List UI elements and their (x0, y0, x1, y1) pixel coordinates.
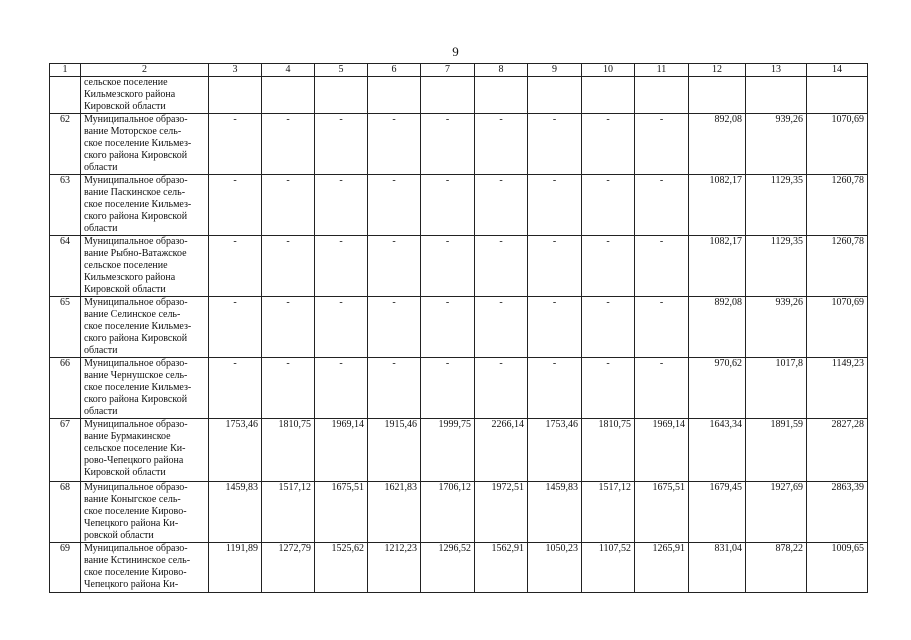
value-cell: 2827,28 (807, 419, 868, 482)
value-cell: - (528, 297, 582, 358)
value-cell: - (368, 175, 421, 236)
value-cell: - (209, 175, 262, 236)
value-cell: - (635, 114, 689, 175)
row-number: 63 (50, 175, 81, 236)
value-cell: - (315, 114, 368, 175)
value-cell (635, 77, 689, 114)
value-cell: - (262, 114, 315, 175)
value-cell: 1459,83 (209, 482, 262, 543)
value-cell: 1082,17 (689, 236, 746, 297)
row-number: 68 (50, 482, 81, 543)
table-row (50, 236, 868, 297)
value-cell: 939,26 (746, 297, 807, 358)
value-cell: - (582, 297, 635, 358)
value-cell: - (209, 114, 262, 175)
table-row (50, 482, 868, 543)
municipality-name: Муниципальное образо- вание Кстининское сель- ское поселение Кирово- Чепецкого района Ки- (81, 543, 209, 593)
value-cell: 1972,51 (475, 482, 528, 543)
value-cell: 1272,79 (262, 543, 315, 593)
column-header: 4 (262, 64, 315, 77)
value-cell: - (635, 358, 689, 419)
value-cell: 1107,52 (582, 543, 635, 593)
value-cell: 1296,52 (421, 543, 475, 593)
value-cell: - (262, 297, 315, 358)
value-cell: 1915,46 (368, 419, 421, 482)
value-cell: - (475, 236, 528, 297)
value-cell: - (528, 236, 582, 297)
value-cell: - (528, 114, 582, 175)
column-header: 13 (746, 64, 807, 77)
column-header: 14 (807, 64, 868, 77)
value-cell: 1621,83 (368, 482, 421, 543)
value-cell: - (262, 358, 315, 419)
value-cell: - (475, 175, 528, 236)
municipality-name: сельское поселение Кильмезского района Кировской области (81, 77, 209, 114)
table-row (50, 358, 868, 419)
row-number: 62 (50, 114, 81, 175)
value-cell: 1810,75 (582, 419, 635, 482)
table-row (50, 77, 868, 114)
value-cell: - (475, 297, 528, 358)
row-number: 69 (50, 543, 81, 593)
value-cell (209, 77, 262, 114)
value-cell: 1129,35 (746, 175, 807, 236)
value-cell: 1517,12 (582, 482, 635, 543)
table-row (50, 297, 868, 358)
value-cell: 1191,89 (209, 543, 262, 593)
value-cell (807, 77, 868, 114)
value-cell: 939,26 (746, 114, 807, 175)
value-cell: - (421, 175, 475, 236)
value-cell: 831,04 (689, 543, 746, 593)
value-cell: - (635, 175, 689, 236)
column-header: 12 (689, 64, 746, 77)
value-cell (368, 77, 421, 114)
value-cell: - (582, 175, 635, 236)
table-row (50, 419, 868, 482)
row-number: 65 (50, 297, 81, 358)
column-header: 2 (81, 64, 209, 77)
value-cell: 1562,91 (475, 543, 528, 593)
value-cell: 1999,75 (421, 419, 475, 482)
value-cell: 1969,14 (635, 419, 689, 482)
value-cell: - (315, 236, 368, 297)
table-header-row (50, 64, 868, 77)
value-cell: 1643,34 (689, 419, 746, 482)
value-cell: 1009,65 (807, 543, 868, 593)
value-cell: - (315, 358, 368, 419)
column-header: 7 (421, 64, 475, 77)
table-body (50, 77, 868, 593)
value-cell: 878,22 (746, 543, 807, 593)
value-cell (315, 77, 368, 114)
column-header: 3 (209, 64, 262, 77)
value-cell: 1969,14 (315, 419, 368, 482)
value-cell: - (421, 297, 475, 358)
value-cell: 892,08 (689, 114, 746, 175)
municipality-name: Муниципальное образо- вание Моторское сель- ское поселение Кильмез- ского района Кировской области (81, 114, 209, 175)
value-cell: - (209, 297, 262, 358)
value-cell: 1070,69 (807, 114, 868, 175)
value-cell (262, 77, 315, 114)
value-cell: 1265,91 (635, 543, 689, 593)
value-cell: 1891,59 (746, 419, 807, 482)
row-number (50, 77, 81, 114)
value-cell: - (475, 358, 528, 419)
value-cell: 1459,83 (528, 482, 582, 543)
value-cell: 1525,62 (315, 543, 368, 593)
data-table (49, 63, 868, 593)
value-cell: 1260,78 (807, 175, 868, 236)
value-cell: - (582, 358, 635, 419)
value-cell: 1050,23 (528, 543, 582, 593)
value-cell: - (209, 358, 262, 419)
value-cell: 1679,45 (689, 482, 746, 543)
value-cell: 1706,12 (421, 482, 475, 543)
column-header: 1 (50, 64, 81, 77)
value-cell: 1070,69 (807, 297, 868, 358)
municipality-name: Муниципальное образо- вание Бурмакинское сельское поселение Ки- рово-Чепецкого района Кировской области (81, 419, 209, 482)
value-cell: - (262, 175, 315, 236)
page-number: 9 (452, 44, 459, 59)
value-cell: - (582, 236, 635, 297)
value-cell: 1149,23 (807, 358, 868, 419)
value-cell: 1675,51 (315, 482, 368, 543)
value-cell: 1260,78 (807, 236, 868, 297)
column-header: 10 (582, 64, 635, 77)
value-cell: 1212,23 (368, 543, 421, 593)
value-cell: - (528, 358, 582, 419)
value-cell: 1753,46 (209, 419, 262, 482)
value-cell (746, 77, 807, 114)
value-cell (421, 77, 475, 114)
row-number: 66 (50, 358, 81, 419)
municipality-name: Муниципальное образо- вание Коныгское сель- ское поселение Кирово- Чепецкого района Ки- ровской области (81, 482, 209, 543)
value-cell: 1082,17 (689, 175, 746, 236)
value-cell: 970,62 (689, 358, 746, 419)
value-cell: - (582, 114, 635, 175)
value-cell: 1810,75 (262, 419, 315, 482)
value-cell: - (528, 175, 582, 236)
value-cell: - (475, 114, 528, 175)
table-row (50, 114, 868, 175)
value-cell: - (421, 236, 475, 297)
table-row (50, 543, 868, 593)
value-cell: - (421, 358, 475, 419)
column-header: 5 (315, 64, 368, 77)
column-header: 6 (368, 64, 421, 77)
value-cell (582, 77, 635, 114)
municipality-name: Муниципальное образо- вание Чернушское сель- ское поселение Кильмез- ского района Кировской области (81, 358, 209, 419)
value-cell: - (368, 297, 421, 358)
value-cell: - (368, 114, 421, 175)
value-cell: - (635, 236, 689, 297)
value-cell: - (315, 297, 368, 358)
value-cell: 892,08 (689, 297, 746, 358)
value-cell: - (368, 358, 421, 419)
value-cell: 1517,12 (262, 482, 315, 543)
value-cell: 1927,69 (746, 482, 807, 543)
municipality-name: Муниципальное образо- вание Рыбно-Ватажское сельское поселение Кильмезского района Кировской области (81, 236, 209, 297)
row-number: 67 (50, 419, 81, 482)
value-cell: 2863,39 (807, 482, 868, 543)
value-cell: - (262, 236, 315, 297)
value-cell: - (421, 114, 475, 175)
value-cell: 2266,14 (475, 419, 528, 482)
value-cell (528, 77, 582, 114)
table-row (50, 175, 868, 236)
column-header: 9 (528, 64, 582, 77)
value-cell: 1129,35 (746, 236, 807, 297)
value-cell: 1675,51 (635, 482, 689, 543)
value-cell: - (635, 297, 689, 358)
municipality-name: Муниципальное образо- вание Селинское сель- ское поселение Кильмез- ского района Кировской области (81, 297, 209, 358)
column-header: 8 (475, 64, 528, 77)
value-cell: - (315, 175, 368, 236)
value-cell: 1017,8 (746, 358, 807, 419)
column-header: 11 (635, 64, 689, 77)
value-cell (475, 77, 528, 114)
row-number: 64 (50, 236, 81, 297)
value-cell (689, 77, 746, 114)
value-cell: - (209, 236, 262, 297)
value-cell: 1753,46 (528, 419, 582, 482)
municipality-name: Муниципальное образо- вание Паскинское сель- ское поселение Кильмез- ского района Кировской области (81, 175, 209, 236)
value-cell: - (368, 236, 421, 297)
